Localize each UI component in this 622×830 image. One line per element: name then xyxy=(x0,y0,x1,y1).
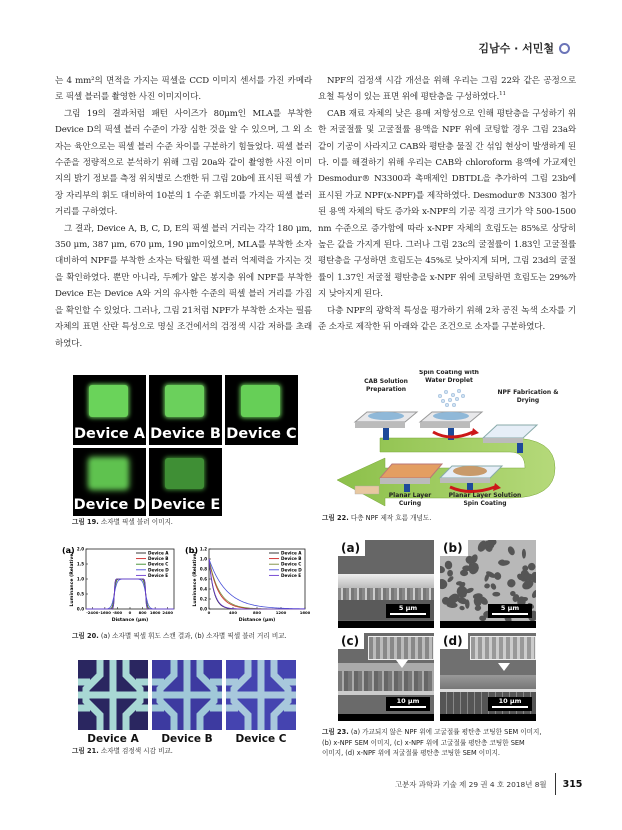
y-tick-label: 0.6 xyxy=(199,576,207,582)
tile-label: Device D xyxy=(73,497,146,513)
paragraph xyxy=(318,73,576,106)
paragraph: 그림 19의 결과처럼 패턴 사이즈가 80μm인 MLA를 부착한 Device D의 픽셀 블러 수준이 가장 심한 것을 알 수 있으며, 그 외 소자는 육안으로는 픽셀 블러 수준 차이를 구분하기 힘들었다. 픽셀 블러 수준을 정량적으로 분석하기 위해 그림 20a와 같이 촬영한 사진 이미지의 밝기 정보를 측정 위치별로 스캔한 뒤 그림 20b에 표시된 픽셀 가장 자리부의 휘도 대비하여 10분의 1 수준 휘도비를 가지는 픽셀 블러 거리를 구하였다. xyxy=(55,108,312,218)
blackness-photo-tile xyxy=(226,660,296,730)
pixel-square xyxy=(165,385,204,417)
tile-label: Device C xyxy=(226,426,297,442)
y-tick-label: 0.0 xyxy=(199,606,207,612)
chart-blur-distance xyxy=(185,543,310,625)
x-tick-label: 0 xyxy=(128,610,132,615)
x-tick-label: 1600 xyxy=(299,610,310,615)
tile-label: Device B xyxy=(150,426,221,442)
legend-label: Device C xyxy=(148,561,169,567)
y-tick-label: 1.2 xyxy=(199,546,207,552)
tile-label: Device A xyxy=(74,426,145,442)
x-tick-label: 800 xyxy=(138,610,147,615)
scale-bar-label: 10 μm xyxy=(396,697,420,705)
paragraph: 그 결과, Device A, B, C, D, E의 픽셀 블러 거리는 각각 180 μm, 350 μm, 387 μm, 670 μm, 190 μm이었으며, MLA를 부착한 소자 대비하여 NPF를 부착한 소자는 탁월한 픽셀 블러 억제력을 가지는 것을 확인하였다. 뿐만 아니라, 두께가 얇은 봉지층 위에 NPF를 부착한 Device E는 Device A와 거의 유사한 수준의 픽셀 블러 거리를 가짐을 확인할 수 있었다. 그러나, 그림 21처럼 NPF가 부착한 소자는 필름 자체의 표면 산란 특성으로 명실 조건에서의 검정색 시감 저하를 초래하였다. xyxy=(55,223,312,349)
step-label-spin: Spin Coating with xyxy=(419,370,479,376)
y-tick-label: 0.5 xyxy=(76,591,84,597)
pore xyxy=(484,583,490,589)
caption-text: (b) x-NPF SEM 이미지, (c) x-NPF 위에 고굴절률 평탄층 코팅한 SEM xyxy=(322,738,525,747)
page-footer xyxy=(395,773,582,795)
figure-caption xyxy=(72,746,173,757)
scale-bar-label: 5 μm xyxy=(398,604,418,612)
pore xyxy=(527,562,536,571)
spin-coating-plate xyxy=(420,389,482,440)
pore xyxy=(447,570,453,577)
scale-bar xyxy=(386,604,430,618)
step-label-npf: NPF Fabrication & xyxy=(497,389,559,396)
step-label-planar-spin: Spin Coating xyxy=(463,500,507,507)
x-tick-label: 400 xyxy=(229,610,237,615)
paragraph: 는 4 mm²의 면적을 가지는 픽셀을 CCD 이미지 센서를 가진 카메라로 픽셀 블러를 촬영한 사진 이미지이다. xyxy=(55,76,312,103)
y-tick-label: 0.0 xyxy=(76,606,84,612)
left-column-text xyxy=(55,73,312,352)
pixel-blur-tile xyxy=(225,375,298,445)
figure-caption xyxy=(322,727,577,759)
x-tick-label: 0 xyxy=(207,610,211,615)
x-axis-label: Distance (μm) xyxy=(111,618,149,623)
pore xyxy=(531,589,536,599)
scale-bar xyxy=(386,697,430,711)
figure-caption xyxy=(72,517,173,528)
pixel-blur-tile xyxy=(149,448,222,516)
x-tick-label: 1200 xyxy=(275,610,287,615)
y-tick-label: 2.0 xyxy=(76,546,84,552)
authors: 김남수 · 서민철 xyxy=(478,42,554,55)
legend-label: Device C xyxy=(281,561,302,567)
legend-label: Device D xyxy=(148,567,169,573)
chart-luminance-scan xyxy=(62,543,182,625)
panel-tag: (b) xyxy=(440,540,468,556)
running-header xyxy=(478,40,570,56)
footer-divider xyxy=(555,773,556,795)
panel-tag: (d) xyxy=(440,633,468,649)
legend-label: Device A xyxy=(148,550,169,556)
sem-info-strip xyxy=(338,714,434,721)
blackness-photo-tile xyxy=(152,660,222,730)
scale-bar-label: 10 μm xyxy=(498,697,522,705)
figure-caption xyxy=(72,631,287,642)
tile-label: Device C xyxy=(235,733,287,745)
paragraph: CAB 재료 자체의 낮은 용매 저항성으로 인해 평탄층을 구성하기 위한 저굴절률 및 고굴절률 용액을 NPF 위에 코팅할 경우 그림 23a와 같이 기공이 사라지고 CAB와 평탄층 물질 간 섞임 현상이 발생하게 된다. 이를 해결하기 위해 우리는 CAB와 chloroform 용액에 가교제인 Desmodur® N3300과 촉매제인 DBTDL을 추가하여 그림 23b에 표시된 가교 NPF(x-NPF)를 제작하였다. Desmodur® N3300 첨가된 용액 자체의 탁도 증가와 x-NPF의 기공 직경 크기가 약 500-1500 nm 수준으로 증가함에 따라 x-NPF 자체의 흐림도는 85%로 상당히 높은 값을 가지게 된다. 그러나 그림 23c의 굴절률이 1.83인 고굴절률 평탄층을 구성하면 흐림도는 45%로 낮아지게 되며, 그림 23d의 굴절률이 1.37인 저굴절 평탄층을 x-NPF 위에 코팅하면 흐림도는 29%까지 낮아지게 된다. xyxy=(318,108,576,300)
x-tick-label: 1600 xyxy=(149,610,161,615)
pore xyxy=(459,605,465,610)
y-axis-label: Luminance (Relative) xyxy=(70,551,75,607)
step-label-cab: Preparation xyxy=(365,386,407,393)
sem-info-strip xyxy=(338,621,434,628)
reference-superscript: 11 xyxy=(499,91,506,98)
caption-text: (a) 소자별 픽셀 휘도 스캔 결과, (b) 소자별 픽셀 블러 거리 비교. xyxy=(100,632,287,640)
process-flow-diagram xyxy=(325,370,575,510)
y-tick-label: 1.0 xyxy=(76,576,84,582)
step-label-spin: Water Droplet xyxy=(425,377,473,384)
caption-text: 다층 NPF 제작 흐름 개념도. xyxy=(350,514,432,522)
scale-bar-label: 5 μm xyxy=(500,604,520,612)
y-axis-label: Luminance (Relative) xyxy=(193,551,198,607)
panel-tag: (a) xyxy=(338,540,365,556)
ring-bullet-icon xyxy=(559,43,570,54)
x-tick-label: -800 xyxy=(112,610,123,615)
caption-label: 그림 22. xyxy=(322,514,349,522)
pixel-square xyxy=(165,458,204,489)
paragraph-text: NPF의 검정색 시감 개선을 위해 우리는 그림 22와 같은 공정으로 요철 특성이 있는 표면 위에 평탄층을 구성하였다. xyxy=(318,76,576,103)
x-tick-label: 2400 xyxy=(162,610,174,615)
legend-label: Device B xyxy=(148,556,169,562)
caption-text: 이미지, (d) x-NPF 위에 저굴절률 평탄층 코팅한 SEM 이미지. xyxy=(322,749,500,757)
caption-text: 소자별 픽셀 블러 이미지. xyxy=(100,518,173,526)
pixel-blur-tile xyxy=(73,375,146,445)
page-number: 315 xyxy=(562,778,583,790)
journal-info: 고분자 과학과 기술 제 29 권 4 호 2018년 8월 xyxy=(395,779,547,789)
legend-label: Device E xyxy=(148,572,169,578)
caption-label: 그림 23. xyxy=(322,728,349,736)
pore xyxy=(522,549,526,559)
step-label-planar-spin: Planar Layer Solution xyxy=(448,492,522,499)
caption-text: 소자별 검정색 시감 비교. xyxy=(100,747,173,755)
pore xyxy=(444,560,452,570)
right-column-text xyxy=(318,73,576,336)
sem-panel-a xyxy=(338,540,434,628)
scale-bar xyxy=(488,604,532,618)
pore xyxy=(474,605,482,612)
pore xyxy=(492,592,500,597)
caption-text: (a) 가교되지 않은 NPF 위에 고굴절률 평탄층 코팅한 SEM 이미지, xyxy=(350,728,542,736)
electrode-pattern-image xyxy=(152,660,222,730)
tile-label: Device B xyxy=(161,733,213,745)
panel-tag: (c) xyxy=(338,633,364,649)
pixel-square xyxy=(89,458,128,489)
legend-label: Device E xyxy=(281,572,302,578)
sem-panel-d xyxy=(440,633,536,721)
x-tick-label: 800 xyxy=(253,610,261,615)
y-tick-label: 0.2 xyxy=(199,596,207,602)
caption-label: 그림 20. xyxy=(72,632,99,640)
sem-panel-c xyxy=(338,633,434,721)
step-label-curing: Planar Layer xyxy=(388,492,432,499)
step-label-npf: Drying xyxy=(516,397,540,404)
x-tick-label: -1600 xyxy=(98,610,111,615)
electrode-pattern-image xyxy=(226,660,296,730)
sem-info-strip xyxy=(440,714,536,721)
pore xyxy=(507,545,517,556)
panel-tag: (a) xyxy=(62,546,75,555)
pixel-square xyxy=(241,385,280,417)
pixel-square xyxy=(89,385,128,417)
legend-label: Device A xyxy=(281,550,302,556)
x-tick-label: -2400 xyxy=(86,610,99,615)
step-label-cab: CAB Solution xyxy=(364,378,408,385)
y-tick-label: 0.8 xyxy=(199,566,207,572)
y-tick-label: 0.4 xyxy=(199,586,207,592)
caption-label: 그림 21. xyxy=(72,747,99,755)
caption-label: 그림 19. xyxy=(72,518,99,526)
tile-label: Device E xyxy=(150,497,221,513)
scale-bar xyxy=(488,697,532,711)
y-tick-label: 1.0 xyxy=(199,556,207,562)
sem-panel-b xyxy=(440,540,536,628)
y-tick-label: 1.5 xyxy=(76,561,84,567)
figure-caption xyxy=(322,513,431,524)
sem-info-strip xyxy=(440,621,536,628)
cab-solution-plate xyxy=(355,412,417,440)
pore xyxy=(506,578,517,589)
tile-label: Device A xyxy=(87,733,139,745)
step-label-curing: Curing xyxy=(398,500,422,507)
blackness-photo-tile xyxy=(78,660,148,730)
legend-label: Device B xyxy=(281,556,302,562)
paragraph: 다층 NPF의 광학적 특성을 평가하기 위해 2차 공진 녹색 소자를 기준 소자로 제작한 뒤 아래와 같은 조건으로 소자를 구분하였다. xyxy=(318,305,576,333)
pore xyxy=(490,582,498,590)
pore xyxy=(440,577,449,591)
panel-tag: (b) xyxy=(185,546,199,555)
x-axis-label: Distance (μm) xyxy=(238,618,276,623)
pixel-blur-tile xyxy=(149,375,222,445)
legend-label: Device D xyxy=(281,567,302,573)
electrode-pattern-image xyxy=(78,660,148,730)
pixel-blur-tile xyxy=(73,448,146,516)
